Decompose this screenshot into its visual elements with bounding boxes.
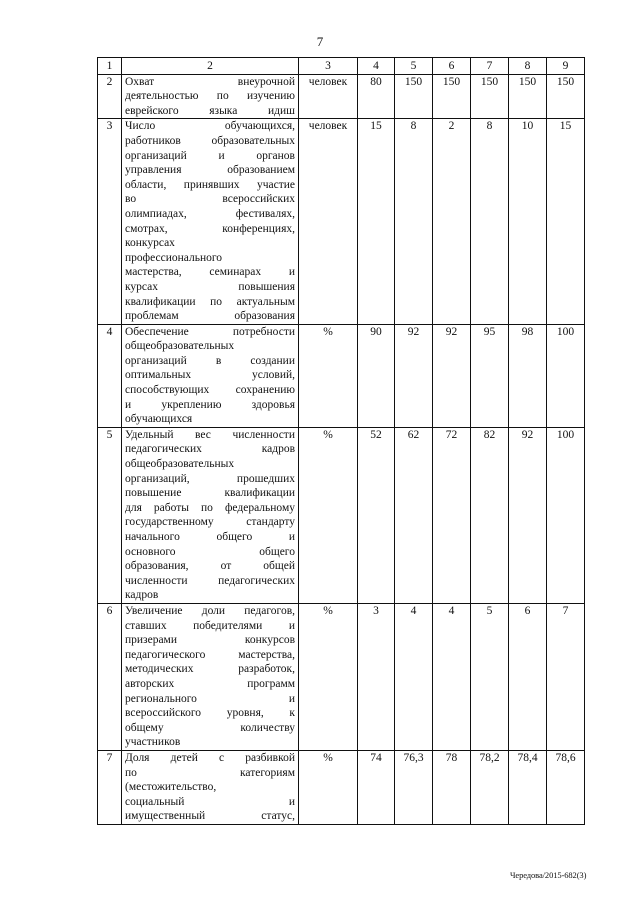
description-line: Число обучающихся, [125,120,295,133]
description-line: социальный и [125,795,295,808]
description-line: основного общего [125,545,295,558]
value-cell: 150 [433,74,471,119]
description-line: работников образовательных [125,134,295,147]
column-header: 6 [433,58,471,75]
document-footer-code: Чередова/2015-682(3) [510,870,587,880]
description-line: призерами конкурсов [125,634,295,647]
description-line: образования, от общей [125,560,295,573]
value-cell: 92 [509,427,547,603]
value-cell: 150 [547,74,585,119]
value-cell: 78,6 [547,750,585,824]
description-line: педагогических кадров [125,443,295,456]
description-line: организаций, прошедших [125,472,295,485]
column-header: 4 [358,58,395,75]
description-line: во всероссийских [125,193,295,206]
row-number: 2 [98,74,122,119]
column-header: 2 [122,58,299,75]
description-line: общеобразовательных [125,340,235,353]
description-line: еврейского языка идиш [125,104,295,117]
value-cell: 7 [547,603,585,750]
value-cell: 76,3 [395,750,433,824]
value-cell: 90 [358,324,395,427]
value-cell: 5 [471,603,509,750]
value-cell: 62 [395,427,433,603]
row-number: 4 [98,324,122,427]
description-line: Увеличение доли педагогов, [125,604,295,617]
value-cell: 150 [509,74,547,119]
description-line: оптимальных условий, [125,369,295,382]
value-cell: 150 [395,74,433,119]
description-line: организаций в создании [125,354,295,367]
description-line: повышение квалификации [125,487,295,500]
column-header: 3 [299,58,358,75]
description-line: Доля детей с разбивкой [125,751,295,764]
value-cell: 4 [433,603,471,750]
unit-cell: % [299,427,358,603]
description-line: Обеспечение потребности [125,325,295,338]
description-line: (местожительство, [125,781,217,794]
value-cell: 2 [433,119,471,324]
row-number: 5 [98,427,122,603]
value-cell: 95 [471,324,509,427]
value-cell: 8 [471,119,509,324]
page-number: 7 [316,34,324,49]
column-header: 1 [98,58,122,75]
description-line: начального общего и [125,531,295,543]
description-line: способствующих сохранению [125,384,295,397]
indicator-description [122,324,299,427]
value-cell: 100 [547,324,585,427]
description-line: конкурсах [125,237,175,250]
description-line: курсах повышения [125,280,295,293]
description-line: области, принявших участие [125,178,295,191]
description-line: всероссийского уровня, к [125,707,295,720]
unit-cell: человек [299,119,358,324]
indicator-description [122,427,299,603]
description-line: ставших победителями и [125,619,295,632]
description-line: и укреплению здоровья [125,398,295,411]
table-row [98,74,585,119]
value-cell: 72 [433,427,471,603]
indicator-table [97,57,585,825]
value-cell: 74 [358,750,395,824]
description-line: проблемам образования [125,310,295,323]
indicator-description [122,74,299,119]
value-cell: 6 [509,603,547,750]
description-line: деятельностью по изучению [125,90,295,103]
value-cell: 8 [395,119,433,324]
description-line: общеобразовательных [125,458,235,471]
description-line: педагогического мастерства, [125,648,295,661]
value-cell: 15 [358,119,395,324]
description-line: для работы по федеральному [125,501,295,514]
column-header: 5 [395,58,433,75]
description-line: организаций и органов [125,149,295,162]
description-line: численности педагогических [125,574,295,587]
value-cell: 4 [395,603,433,750]
description-line: обучающихся [125,413,193,426]
description-line: смотрах, конференциях, [125,222,295,235]
unit-cell: человек [299,74,358,119]
unit-cell: % [299,324,358,427]
description-line: мастерства, семинарах и [125,266,295,279]
value-cell: 92 [395,324,433,427]
description-line: Охват внеурочной [125,75,295,88]
value-cell: 78 [433,750,471,824]
column-header: 8 [509,58,547,75]
description-line: управления образованием [125,164,295,177]
value-cell: 52 [358,427,395,603]
description-line: Удельный вес численности [125,428,295,441]
value-cell: 80 [358,74,395,119]
row-number: 7 [98,750,122,824]
description-line: участников [125,736,181,749]
table-row [98,427,585,603]
value-cell: 78,2 [471,750,509,824]
description-line: регионального и [125,692,295,705]
unit-cell: % [299,603,358,750]
description-line: имущественный статус, [125,810,295,823]
value-cell: 100 [547,427,585,603]
value-cell: 78,4 [509,750,547,824]
description-line: квалификации по актуальным [125,295,295,308]
description-line: методических разработок, [125,663,295,676]
description-line: кадров [125,589,159,602]
column-header: 7 [471,58,509,75]
table-row [98,119,585,324]
description-line: по категориям [125,766,295,779]
value-cell: 15 [547,119,585,324]
description-line: олимпиадах, фестивалях, [125,207,295,220]
table-row [98,603,585,750]
value-cell: 10 [509,119,547,324]
column-header: 9 [547,58,585,75]
value-cell: 82 [471,427,509,603]
value-cell: 98 [509,324,547,427]
value-cell: 92 [433,324,471,427]
description-line: общему количеству [125,721,295,734]
indicator-description [122,603,299,750]
description-line: профессионального [125,251,223,264]
indicator-description [122,119,299,324]
table-row [98,750,585,824]
unit-cell: % [299,750,358,824]
indicator-description [122,750,299,824]
row-number: 6 [98,603,122,750]
description-line: государственному стандарту [125,516,295,529]
table-row [98,324,585,427]
value-cell: 3 [358,603,395,750]
value-cell: 150 [471,74,509,119]
table-header-row [98,58,585,75]
row-number: 3 [98,119,122,324]
description-line: авторских программ [125,677,295,690]
